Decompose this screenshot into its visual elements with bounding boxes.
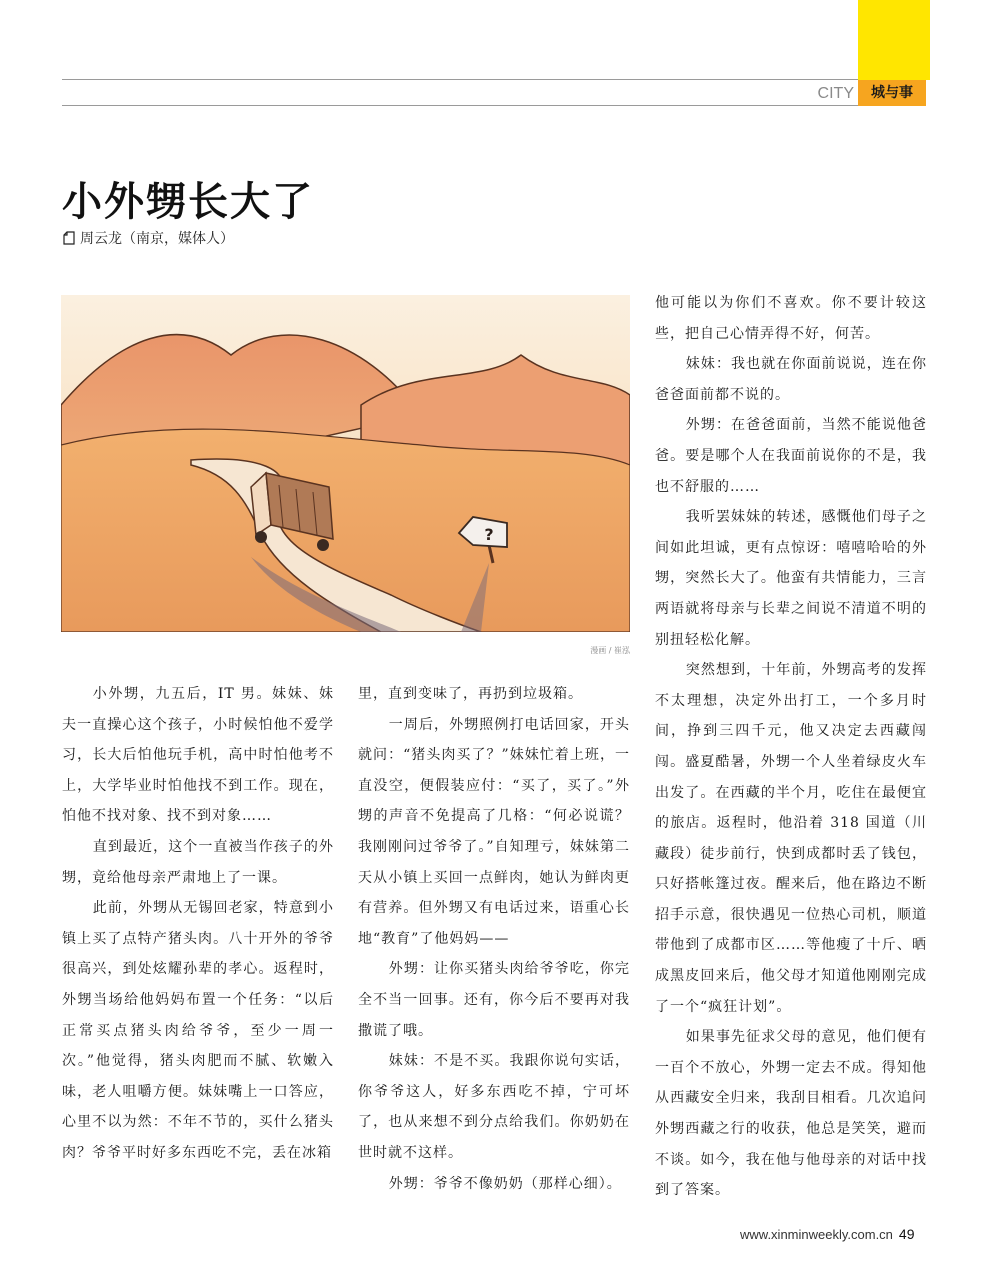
paragraph: 妹妹：不是不买。我跟你说句实话，你爷爷这人，好多东西吃不掉，宁可坏了，也从来想不到分点给我们。你奶奶在世时就不这样。 <box>358 1053 630 1161</box>
paragraph: 小外甥，九五后，IT 男。妹妹、妹夫一直操心这个孩子，小时候怕他不爱学习，长大后怕他玩手机，高中时怕他考不上，大学毕业时怕他找不到工作。现在，怕他不找对象、找不到对象…… <box>62 686 334 825</box>
paragraph: 一周后，外甥照例打电话回家，开头就问：“猪头肉买了？”妹妹忙着上班，一直没空，便假装应付：“买了，买了。”外甥的声音不免提高了几格：“何必说谎？我刚刚问过爷爷了。”自知理亏，妹妹第二天从小镇上买回一点鲜肉，她认为鲜肉更有营养。但外甥又有电话过来，语重心长地“教育”了他妈妈—— <box>358 716 630 947</box>
byline-text: 周云龙（南京，媒体人） <box>80 231 234 247</box>
paragraph: 外甥：爷爷不像奶奶（那样心细）。 <box>388 1175 622 1192</box>
article-illustration <box>61 295 630 632</box>
corner-color-block <box>858 0 930 80</box>
signpost-symbol: ? <box>484 525 494 544</box>
section-label-zh: 城与事 <box>858 80 926 106</box>
paragraph: 里，直到变味了，再扔到垃圾箱。 <box>358 686 583 702</box>
article-title: 小外甥长大了 <box>62 179 314 225</box>
page-number: 49 <box>898 1226 915 1242</box>
text-column-1 <box>62 679 334 1169</box>
text-column-3 <box>655 288 927 1206</box>
website-url: www.xinminweekly.com.cn <box>740 1227 893 1242</box>
paragraph: 外甥：让你买猪头肉给爷爷吃，你完全不当一回事。还有，你今后不要再对我撒谎了哦。 <box>358 961 630 1039</box>
paragraph: 如果事先征求父母的意见，他们便有一百个不放心，外甥一定去不成。得知他从西藏安全归来，我刮目相看。几次追问外甥西藏之行的收获，他总是笑笑，避而不谈。如今，我在他与他母亲的对话中找到了答案。 <box>655 1029 927 1199</box>
paragraph: 突然想到，十年前，外甥高考的发挥不太理想，决定外出打工，一个多月时间，挣到三四千元，他又决定去西藏闯闯。盛夏酷暑，外甥一个人坐着绿皮火车出发了。在西藏的半个月，吃住在最便宜的旅店。返程时，他沿着 318 国道（川藏段）徒步前行，快到成都时丢了钱包，只好搭帐篷过夜。醒来后，他在路边不断招手示意，很快遇见一位热心司机，顺道带他到了成都市区……等他瘦了十斤、晒成黑皮回来后，他父母才知道他刚刚完成了一个“疯狂计划”。 <box>655 662 927 1015</box>
author-pen-icon <box>62 231 76 245</box>
paragraph: 他可能以为你们不喜欢。你不要计较这些，把自己心情弄得不好，何苦。 <box>655 295 927 342</box>
paragraph: 直到最近，这个一直被当作孩子的外甥，竟给他母亲严肃地上了一课。 <box>62 838 334 886</box>
paragraph: 此前，外甥从无锡回老家，特意到小镇上买了点特产猪头肉。八十开外的爷爷很高兴，到处炫耀孙辈的孝心。返程时，外甥当场给他妈妈布置一个任务：“以后正常买点猪头肉给爷爷，至少一周一次。”他觉得，猪头肉肥而不腻、软嫩入味，老人咀嚼方便。妹妹嘴上一口答应，心里不以为然：不年不节的，买什么猪头肉？爷爷平时好多东西吃不完，丢在冰箱 <box>62 900 334 1161</box>
section-label-en: CITY <box>817 85 854 102</box>
text-column-2 <box>358 679 630 1199</box>
paragraph: 我听罢妹妹的转述，感慨他们母子之间如此坦诚，更有点惊讶：嘻嘻哈哈的外甥，突然长大了。他蛮有共情能力，三言两语就将母亲与长辈之间说不清道不明的别扭轻松化解。 <box>655 509 927 648</box>
illustration-credit: 漫画 / 崔泓 <box>590 646 630 655</box>
page-footer <box>740 1226 915 1242</box>
byline <box>62 228 234 248</box>
paragraph: 外甥：在爸爸面前，当然不能说他爸爸。要是哪个人在我面前说你的不是，我也不舒服的…… <box>655 417 927 495</box>
header-rule-bottom <box>62 105 926 106</box>
header-rule-top <box>62 79 858 80</box>
paragraph: 妹妹：我也就在你面前说说，连在你爸爸面前都不说的。 <box>655 356 927 403</box>
